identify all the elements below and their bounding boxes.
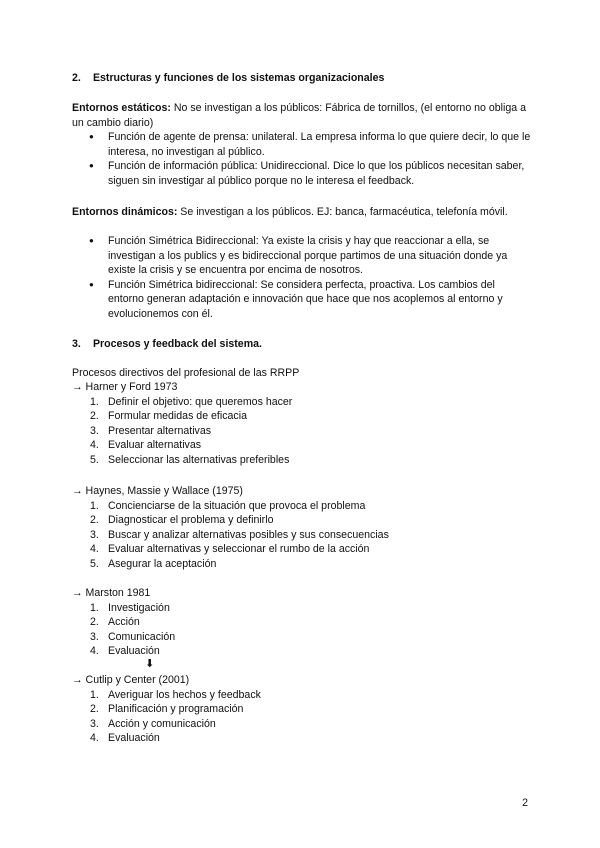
- list-item: 2. Planificación y programación: [90, 703, 244, 715]
- list-item: 3. Buscar y analizar alternativas posibles y sus consecuencias: [90, 528, 389, 541]
- list-item: ● Función de agente de prensa: unilateral. La empresa informa lo que quiere decir, lo que le interesa, no investigan al público.: [72, 130, 532, 159]
- list-item: 2. Diagnosticar el problema y definirlo: [90, 514, 274, 526]
- list-item: 5. Seleccionar las alternativas preferibles: [90, 453, 290, 466]
- arrow-down-icon: ⬇: [145, 658, 155, 670]
- estaticos-paragraph: [72, 101, 532, 130]
- list-item: ● Función Simétrica bidireccional: Se considera perfecta, proactiva. Los cambios del entorno generan adaptación e innovación que hace que nos acoplemos al entorno y evolucionemos con él.: [72, 278, 532, 322]
- section-title: Estructuras y funciones de los sistemas organizacionales: [92, 72, 385, 84]
- list-item: 2. Formular medidas de eficacia: [90, 410, 247, 422]
- marston-title: → Marston 1981: [72, 587, 151, 599]
- section-title: Procesos y feedback del sistema.: [92, 338, 262, 350]
- cutlip-block: [72, 673, 532, 746]
- list-item: 5. Asegurar la aceptación: [90, 557, 217, 570]
- list-item: 4. Evaluar alternativas y seleccionar el rumbo de la acción: [90, 543, 370, 555]
- harner-ford-title: → Harner y Ford 1973: [72, 381, 178, 393]
- section-number: 2.: [72, 72, 81, 84]
- harner-ford-block: [72, 380, 532, 467]
- dinamicos-paragraph: [72, 205, 532, 220]
- section-2-heading: [72, 71, 532, 86]
- list-item: 1. Averiguar los hechos y feedback: [90, 688, 261, 701]
- haynes-block: [72, 484, 532, 571]
- list-item: ● Función Simétrica Bidireccional: Ya existe la crisis y hay que reaccionar a ella, se investigan a los publics y es bidireccional porque partimos de una situación donde ya existe la crisis y se encuentra por encima de nosotros.: [72, 234, 532, 278]
- dinamicos-label: Entornos dinámicos:: [72, 206, 178, 218]
- list-item: 1. Investigación: [90, 601, 170, 614]
- cutlip-title: → Cutlip y Center (2001): [72, 674, 190, 686]
- list-item: 3. Presentar alternativas: [90, 424, 212, 437]
- list-item: 1. Definir el objetivo: que queremos hacer: [90, 395, 293, 408]
- section-3-heading: [72, 337, 532, 352]
- estaticos-text: No se investigan a los públicos: Fábrica de tornillos, (el entorno no obliga a un cambio diario): [72, 102, 526, 129]
- list-item: 4. Evaluación: [90, 732, 160, 744]
- estaticos-label: Entornos estáticos:: [72, 102, 171, 114]
- list-item: 4. Evaluar alternativas: [90, 439, 202, 451]
- dinamicos-list: [72, 234, 532, 321]
- list-item: 2. Acción: [90, 616, 140, 628]
- list-item: ● Función de información pública: Unidireccional. Dice lo que los públicos necesitan saber, siguen sin investigar al público porque no le interesa el feedback.: [72, 159, 532, 188]
- list-item: 3. Comunicación: [90, 630, 176, 643]
- section-number: 3.: [72, 338, 81, 350]
- page-number: 2: [522, 797, 528, 809]
- procesos-intro: Procesos directivos del profesional de las RRPP: [72, 367, 300, 379]
- haynes-title: → Haynes, Massie y Wallace (1975): [72, 485, 243, 497]
- dinamicos-text: Se investigan a los públicos. EJ: banca, farmacéutica, telefonía móvil.: [177, 206, 508, 218]
- list-item: 4. Evaluación: [90, 645, 160, 657]
- marston-block: [72, 586, 532, 659]
- list-item: 1. Concienciarse de la situación que provoca el problema: [90, 499, 366, 512]
- estaticos-list: [72, 130, 532, 188]
- list-item: 3. Acción y comunicación: [90, 717, 216, 730]
